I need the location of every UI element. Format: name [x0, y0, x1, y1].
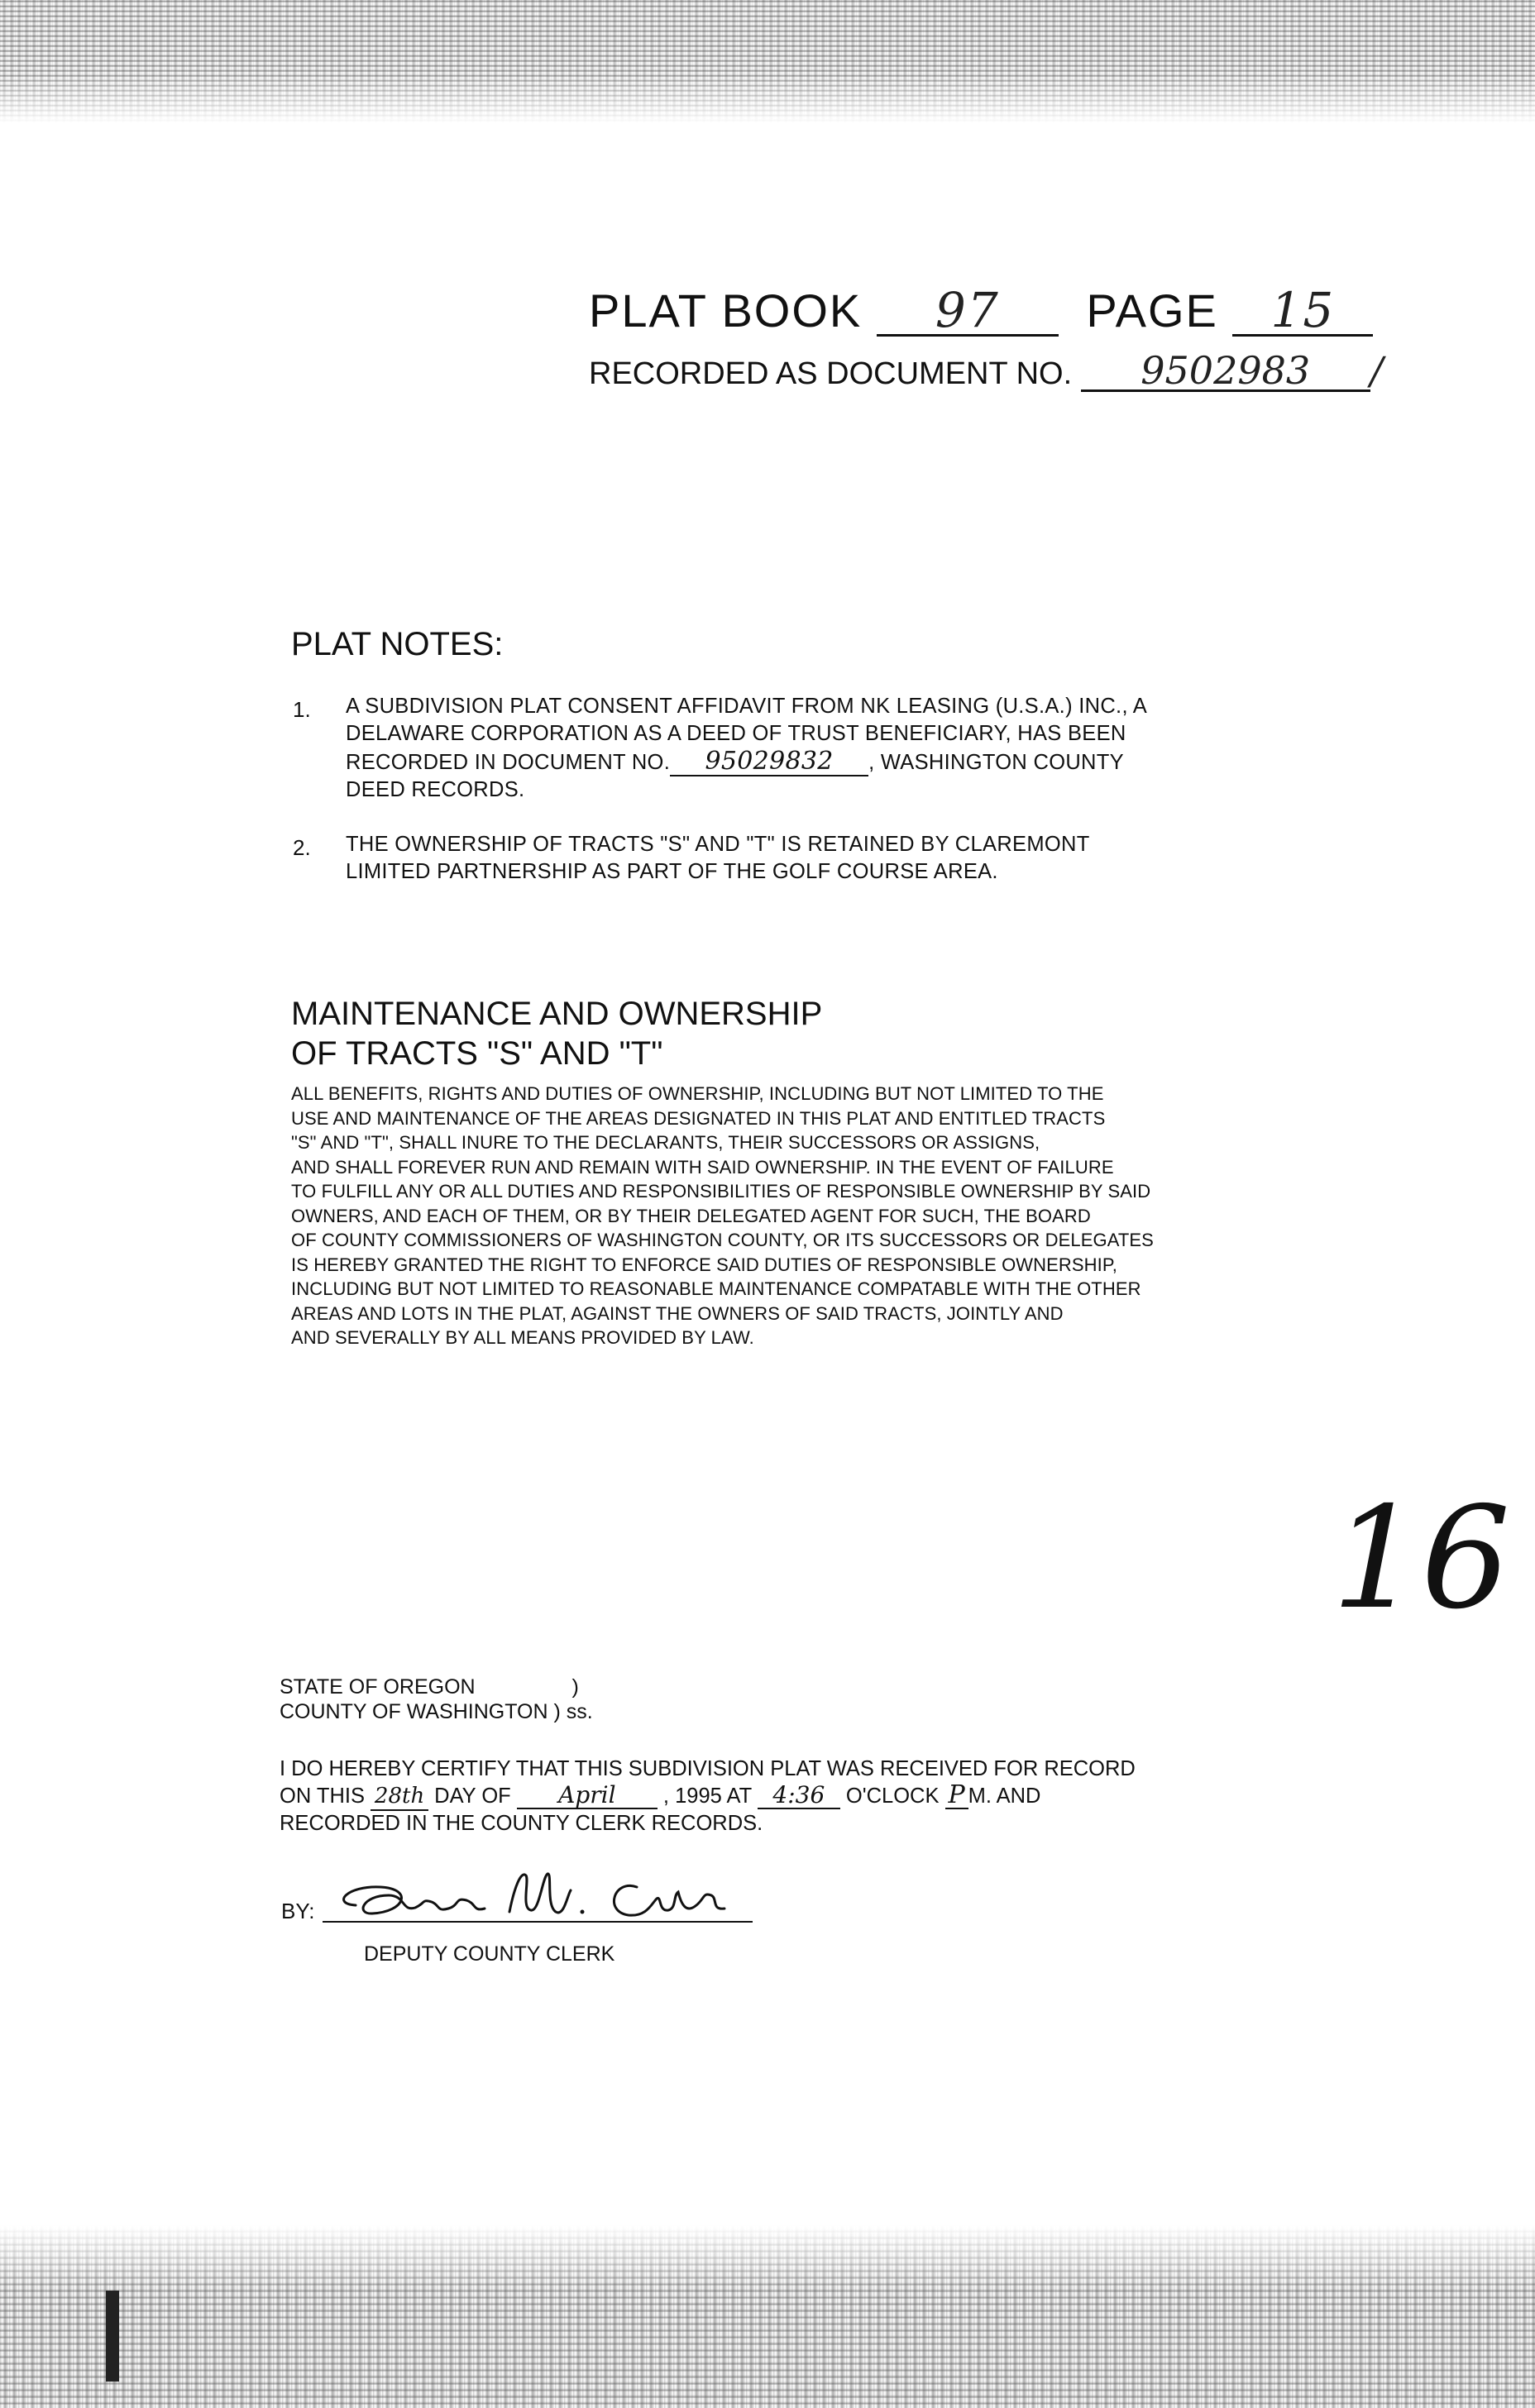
note-2 — [346, 831, 1338, 886]
plat-book-label: PLAT BOOK — [589, 284, 863, 337]
maintenance-title-line-2: OF TRACTS "S" AND "T" — [291, 1035, 663, 1072]
maintenance-body-line: ALL BENEFITS, RIGHTS AND DUTIES OF OWNERSHIP, INCLUDING BUT NOT LIMITED TO THE — [291, 1083, 1104, 1104]
venue-state-paren: ) — [571, 1675, 579, 1698]
cert-oclock: O'CLOCK — [845, 1784, 940, 1808]
scan-noise-top — [0, 0, 1535, 124]
note-1-line: A SUBDIVISION PLAT CONSENT AFFIDAVIT FROM NK LEASING (U.S.A.) INC., A — [346, 695, 1148, 718]
signature-by-label: BY: — [281, 1899, 315, 1923]
venue-county-line — [280, 1699, 593, 1724]
recorded-line — [589, 348, 1384, 393]
certification-block — [280, 1756, 1136, 1837]
maintenance-body-line: OF COUNTY COMMISSIONERS OF WASHINGTON COUNTY, OR ITS SUCCESSORS OR DELEGATES — [291, 1230, 1154, 1250]
handwritten-page-number: 16 — [1332, 1477, 1511, 1641]
cert-year-at: , 1995 AT — [662, 1784, 752, 1808]
venue-state-line — [280, 1675, 593, 1699]
maintenance-title — [291, 994, 822, 1073]
venue-ss: ) ss. — [553, 1700, 593, 1723]
note-2-line: LIMITED PARTNERSHIP AS PART OF THE GOLF COURSE AREA. — [346, 860, 998, 883]
plat-notes-title: PLAT NOTES: — [291, 626, 504, 662]
cert-line-2 — [280, 1782, 1136, 1811]
document-no-value: 9502983 — [1081, 351, 1370, 392]
venue-county: COUNTY OF WASHINGTON — [280, 1700, 548, 1723]
cert-day-value: 28th — [371, 1784, 428, 1811]
note-1-line: DELAWARE CORPORATION AS A DEED OF TRUST BENEFICIARY, HAS BEEN — [346, 722, 1126, 745]
maintenance-body-line: INCLUDING BUT NOT LIMITED TO REASONABLE MAINTENANCE COMPATABLE WITH THE OTHER — [291, 1278, 1141, 1299]
signature-title: DEPUTY COUNTY CLERK — [364, 1942, 615, 1966]
note-1-doc-value: 95029832 — [670, 748, 868, 776]
cert-day-of: DAY OF — [434, 1784, 511, 1808]
cert-on-this: ON THIS — [280, 1784, 365, 1808]
signature-image — [323, 1862, 786, 1937]
note-1-line-doc — [346, 748, 1338, 776]
page-label: PAGE — [1086, 284, 1218, 337]
cert-line-3: RECORDED IN THE COUNTY CLERK RECORDS. — [280, 1812, 763, 1835]
note-2-number: 2. — [293, 835, 311, 860]
venue-state: STATE OF OREGON — [280, 1675, 476, 1698]
maintenance-body-line: AREAS AND LOTS IN THE PLAT, AGAINST THE OWNERS OF SAID TRACTS, JOINTLY AND — [291, 1302, 1064, 1324]
plat-book-value: 97 — [877, 286, 1059, 337]
cert-month-value: April — [517, 1782, 658, 1809]
maintenance-body-line: TO FULFILL ANY OR ALL DUTIES AND RESPONSIBILITIES OF RESPONSIBLE OWNERSHIP BY SAID — [291, 1181, 1151, 1202]
maintenance-body-line: AND SHALL FOREVER RUN AND REMAIN WITH SAID OWNERSHIP. IN THE EVENT OF FAILURE — [291, 1156, 1114, 1178]
maintenance-body-line: "S" AND "T", SHALL INURE TO THE DECLARANTS, THEIR SUCCESSORS OR ASSIGNS, — [291, 1132, 1040, 1153]
note-1 — [346, 693, 1338, 804]
cert-line-1: I DO HEREBY CERTIFY THAT THIS SUBDIVISION PLAT WAS RECEIVED FOR RECORD — [280, 1757, 1136, 1780]
cert-ampm-value: P — [945, 1782, 968, 1809]
recorded-label: RECORDED AS DOCUMENT NO. — [589, 356, 1073, 391]
maintenance-title-line-1: MAINTENANCE AND OWNERSHIP — [291, 996, 823, 1032]
plat-book-line — [589, 284, 1373, 337]
note-1-doc-label: RECORDED IN DOCUMENT NO. — [346, 751, 671, 774]
note-1-number: 1. — [293, 697, 311, 722]
maintenance-body-line: IS HEREBY GRANTED THE RIGHT TO ENFORCE SAID DUTIES OF RESPONSIBLE OWNERSHIP, — [291, 1254, 1118, 1275]
note-1-line: DEED RECORDS. — [346, 778, 525, 801]
note-2-line: THE OWNERSHIP OF TRACTS "S" AND "T" IS RETAINED BY CLAREMONT — [346, 833, 1090, 856]
maintenance-body-line: OWNERS, AND EACH OF THEM, OR BY THEIR DELEGATED AGENT FOR SUCH, THE BOARD — [291, 1205, 1091, 1226]
maintenance-body-line: USE AND MAINTENANCE OF THE AREAS DESIGNATED IN THIS PLAT AND ENTITLED TRACTS — [291, 1107, 1106, 1129]
scan-noise-bottom — [0, 2224, 1535, 2408]
page-value: 15 — [1232, 286, 1373, 337]
cert-m-and: M. AND — [968, 1784, 1041, 1808]
maintenance-body — [291, 1082, 1358, 1350]
document-suffix: / — [1370, 348, 1384, 393]
maintenance-body-line: AND SEVERALLY BY ALL MEANS PROVIDED BY LAW. — [291, 1327, 754, 1348]
scan-edge-mark — [106, 2291, 119, 2382]
cert-time-value: 4:36 — [758, 1782, 840, 1809]
venue-block — [280, 1675, 593, 1724]
note-1-doc-county: , WASHINGTON COUNTY — [868, 751, 1124, 774]
